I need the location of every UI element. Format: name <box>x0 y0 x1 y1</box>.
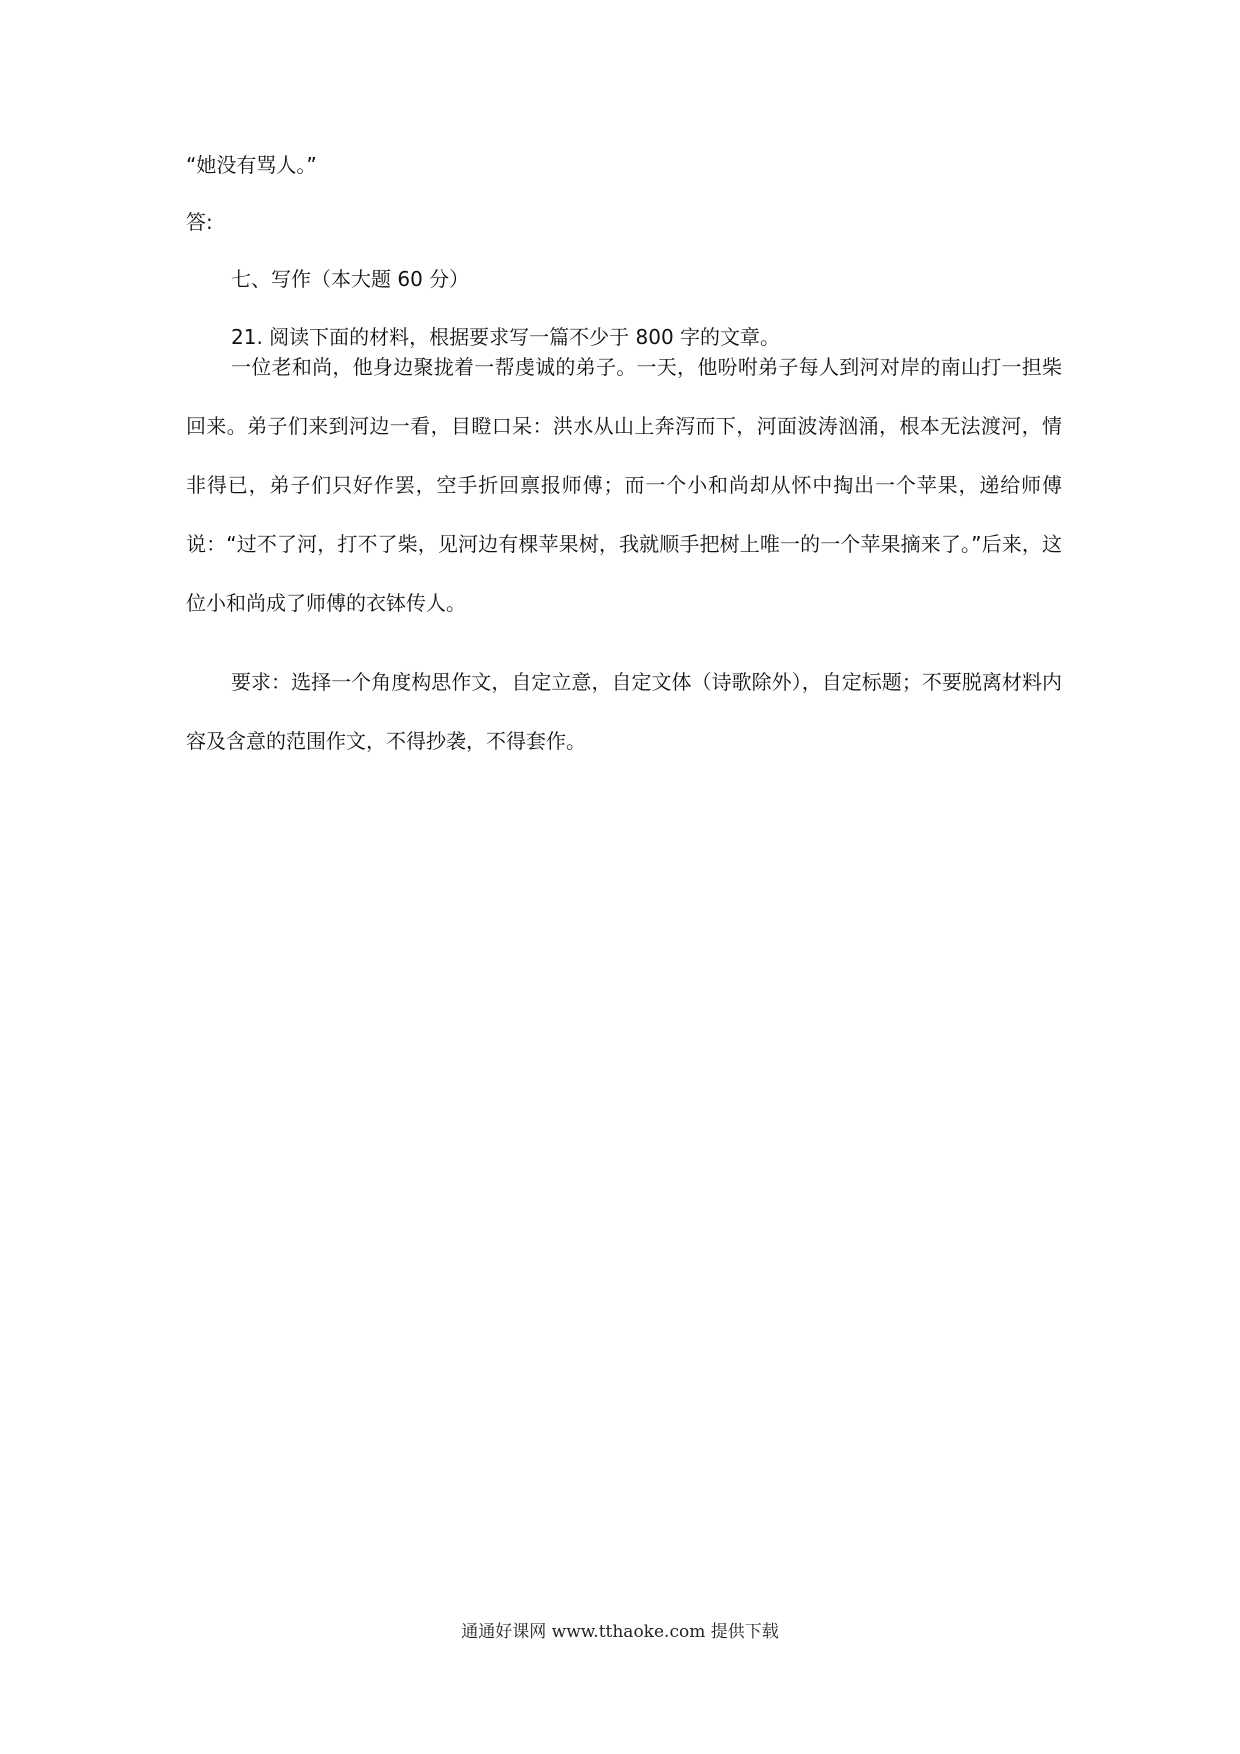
page-footer: 通通好课网 www.tthaoke.com 提供下载 <box>461 1622 779 1642</box>
quote-line: “她没有骂人。” <box>186 153 317 177</box>
document-content <box>186 150 1062 791</box>
requirements-paragraph: 要求：选择一个角度构思作文，自定立意，自定文体（诗歌除外），自定标题；不要脱离材料内容及含意的范围作文，不得抄袭，不得套作。 <box>186 670 1062 753</box>
answer-label: 答: <box>186 210 213 234</box>
section-title: 七、写作（本大题 60 分） <box>231 267 470 291</box>
material-paragraph: 一位老和尚，他身边聚拢着一帮虔诚的弟子。一天，他吩咐弟子每人到河对岸的南山打一担柴回来。弟子们来到河边一看，目瞪口呆：洪水从山上奔泻而下，河面波涛汹涌，根本无法渡河，情非得已，弟子们只好作罢，空手折回禀报师傅；而一个小和尚却从怀中掏出一个苹果，递给师傅说：“过不了河，打不了柴，见河边有棵苹果树，我就顺手把树上唯一的一个苹果摘来了。”后来，这位小和尚成了师傅的衣钵传人。 <box>186 355 1062 615</box>
question-prompt: 21. 阅读下面的材料，根据要求写一篇不少于 800 字的文章。 <box>231 325 781 349</box>
